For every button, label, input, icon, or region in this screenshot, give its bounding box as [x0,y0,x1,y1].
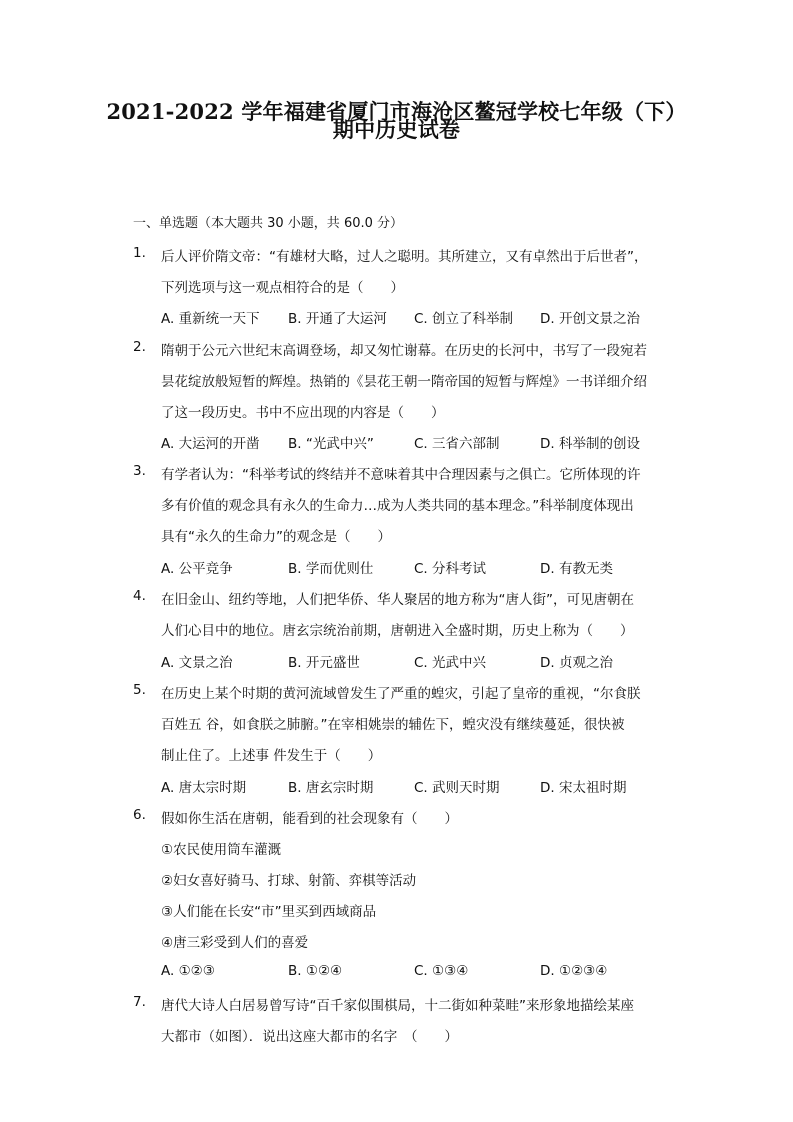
option-a[interactable]: A. 重新统一天下 [161,311,260,327]
option-d[interactable]: D. 开创文景之治 [540,311,640,327]
option-c[interactable]: C. 创立了科举制 [414,311,514,327]
option-b[interactable]: B. “光武中兴” [288,436,374,452]
question-text-line: 制止住了。上述事 件发生于（ ） [161,748,382,764]
statement-item: ③人们能在长安“市”里买到西域商品 [161,904,377,920]
option-b[interactable]: B. ①②④ [288,963,343,979]
question-text-line: 下列选项与这一观点相符合的是（ ） [161,280,404,296]
question-text-line: 大都市（如图）．说出这座大都市的名字 （ ） [161,1029,458,1045]
question-number: 6. [133,807,146,823]
question-text-line: 在旧金山、纽约等地，人们把华侨、华人聚居的地方称为“唐人街”，可见唐朝在 [161,592,634,608]
question-text-line: 在历史上某个时期的黄河流域曾发生了严重的蝗灾，引起了皇帝的重视，“尔食朕 [161,686,641,702]
question-number: 4. [133,588,146,604]
option-c[interactable]: C. 三省六部制 [414,436,500,452]
question-text-line: 人们心目中的地位。唐玄宗统治前期，唐朝进入全盛时期，历史上称为（ ） [161,623,634,639]
question-text-line: 具有“永久的生命力”的观念是（ ） [161,529,391,545]
question-text-line: 多有价值的观念具有永久的生命力…成为人类共同的基本理念。”科举制度体现出 [161,498,634,514]
question-text-line: 了这一段历史。书中不应出现的内容是（ ） [161,405,445,421]
statement-item: ④唐三彩受到人们的喜爱 [161,935,309,951]
option-b[interactable]: B. 唐玄宗时期 [288,780,374,796]
question-number: 5. [133,682,146,698]
option-c[interactable]: C. ①③④ [414,963,469,979]
section-heading: 一、单选题（本大题共 30 小题，共 60.0 分） [133,216,404,231]
question-number: 7. [133,994,146,1010]
option-d[interactable]: D. 科举制的创设 [540,436,640,452]
statement-item: ①农民使用筒车灌溉 [161,842,282,858]
question-text-line: 唐代大诗人白居易曾写诗“百千家似围棋局，十二街如种菜畦”来形象地描绘某座 [161,998,634,1014]
option-a[interactable]: A. 文景之治 [161,655,233,671]
option-a[interactable]: A. ①②③ [161,963,215,979]
option-d[interactable]: D. 宋太祖时期 [540,780,627,796]
statement-item: ②妇女喜好骑马、打球、射箭、弈棋等活动 [161,873,417,889]
question-text-line: 昙花绽放般短暂的辉煌。热销的《昙花王朝一隋帝国的短暂与辉煌》一书详细介绍 [161,374,647,390]
option-c[interactable]: C. 武则天时期 [414,780,500,796]
option-a[interactable]: A. 公平竞争 [161,561,233,577]
document-title-line1: 2021-2022 学年福建省厦门市海沧区鳌冠学校七年级（下） [106,99,687,124]
question-text-line: 有学者认为：“科举考试的终结并不意味着其中合理因素与之俱亡。它所体现的许 [161,467,641,483]
option-a[interactable]: A. 唐太宗时期 [161,780,247,796]
question-number: 3. [133,463,146,479]
option-b[interactable]: B. 开通了大运河 [288,311,387,327]
option-d[interactable]: D. ①②③④ [540,963,608,979]
option-c[interactable]: C. 光武中兴 [414,655,487,671]
question-text-line: 后人评价隋文帝：“有雄材大略，过人之聪明。其所建立，又有卓然出于后世者”， [161,249,648,265]
option-c[interactable]: C. 分科考试 [414,561,487,577]
question-number: 1. [133,245,146,261]
option-d[interactable]: D. 有教无类 [540,561,613,577]
option-a[interactable]: A. 大运河的开凿 [161,436,260,452]
question-number: 2. [133,339,146,355]
question-text-line: 百姓五 谷，如食朕之肺腑。”在宰相姚崇的辅佐下，蝗灾没有继续蔓延，很快被 [161,717,625,733]
question-text-line: 假如你生活在唐朝，能看到的社会现象有（ ） [161,811,458,827]
option-b[interactable]: B. 学而优则仕 [288,561,374,577]
option-b[interactable]: B. 开元盛世 [288,655,360,671]
document-title-line2: 期中历史试卷 [332,117,461,142]
option-d[interactable]: D. 贞观之治 [540,655,613,671]
question-text-line: 隋朝于公元六世纪末高调登场，却又匆忙谢幕。在历史的长河中，书写了一段宛若 [161,343,647,359]
